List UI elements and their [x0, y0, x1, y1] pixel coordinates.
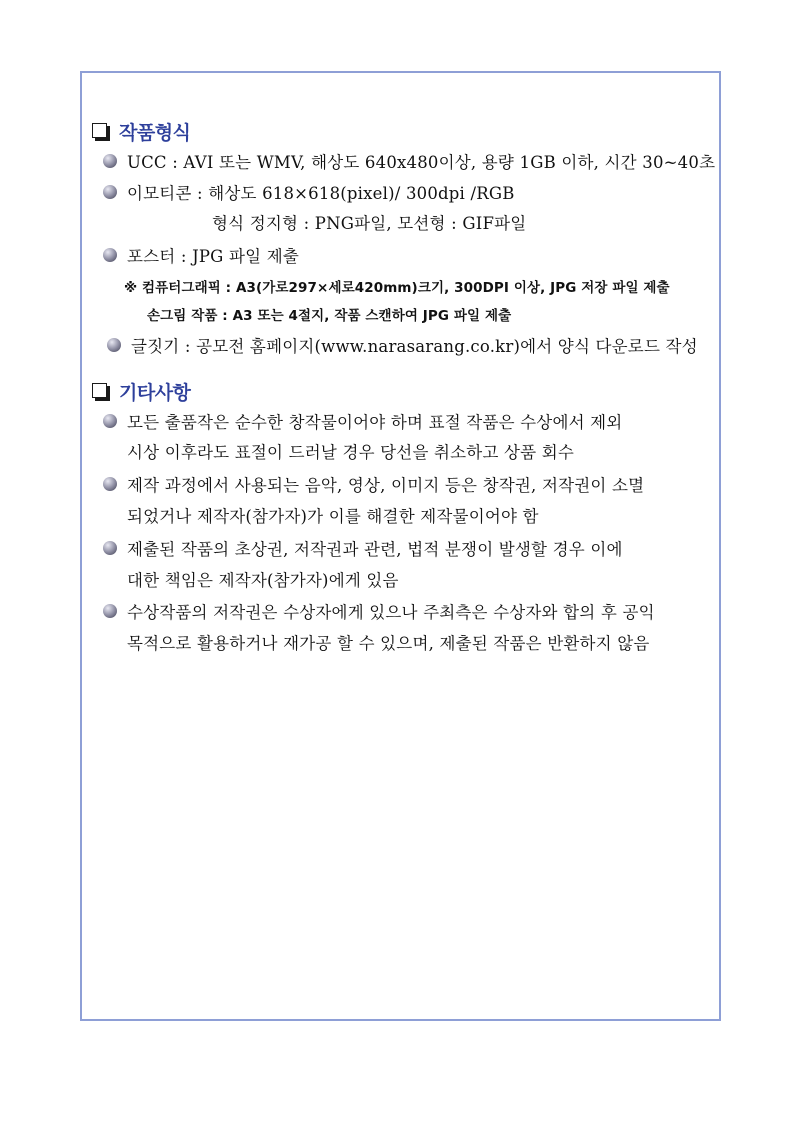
list-item-text: 포스터 : JPG 파일 제출: [127, 247, 300, 266]
list-item-award-copyright: [103, 599, 655, 623]
list-item-ucc: [103, 149, 715, 173]
checkbox-icon: [92, 383, 110, 401]
note-text: 손그림 작품 : A3 또는 4절지, 작품 스캔하여 JPG 파일 제출: [147, 308, 512, 324]
note-computer-graphic: [124, 276, 670, 296]
emoticon-format-line: 형식 정지형 : PNG파일, 모션형 : GIF파일: [212, 214, 527, 233]
section-title: 작품형식: [119, 122, 191, 144]
list-item-continuation: 대한 책임은 제작자(참가자)에게 있음: [127, 571, 399, 590]
bullet-icon: [103, 604, 117, 618]
list-item-continuation: 되었거나 제작자(참가자)가 이를 해결한 제작물이어야 함: [127, 507, 539, 526]
list-item-text: 모든 출품작은 순수한 창작물이어야 하며 표절 작품은 수상에서 제외: [127, 413, 623, 432]
list-item-emoticon: [103, 180, 515, 204]
section-heading-other: [92, 378, 190, 405]
list-item-continuation: 목적으로 활용하거나 재가공 할 수 있으며, 제출된 작품은 반환하지 않음: [127, 634, 650, 653]
list-item-originality: [103, 409, 622, 433]
note-text: ※ 컴퓨터그래픽 : A3(가로297×세로420mm)크기, 300DPI 이상, JPG 저장 파일 제출: [124, 280, 670, 296]
checkbox-icon: [92, 123, 110, 141]
list-item-text: 글짓기 : 공모전 홈페이지(www.narasarang.co.kr)에서 양식 다운로드 작성: [131, 337, 698, 356]
section-title: 기타사항: [119, 382, 191, 404]
section-heading-format: [92, 118, 190, 145]
list-item-text: 이모티콘 : 해상도 618×618(pixel)/ 300dpi /RGB: [127, 184, 515, 203]
bullet-icon: [103, 248, 117, 262]
list-item-essay: [107, 333, 698, 357]
list-item-copyright-materials: [103, 472, 644, 496]
bullet-icon: [107, 338, 121, 352]
list-item-poster: [103, 243, 299, 267]
bullet-icon: [103, 541, 117, 555]
list-item-text: 제작 과정에서 사용되는 음악, 영상, 이미지 등은 창작권, 저작권이 소멸: [127, 476, 645, 495]
list-item-text: UCC : AVI 또는 WMV, 해상도 640x480이상, 용량 1GB 이하, 시간 30~40초: [127, 153, 716, 172]
list-item-continuation: 시상 이후라도 표절이 드러날 경우 당선을 취소하고 상품 회수: [127, 443, 575, 462]
bullet-icon: [103, 185, 117, 199]
list-item-portrait-rights: [103, 536, 623, 560]
note-hand-drawing: [147, 304, 511, 324]
bullet-icon: [103, 414, 117, 428]
list-item-text: 제출된 작품의 초상권, 저작권과 관련, 법적 분쟁이 발생할 경우 이에: [127, 540, 623, 559]
bullet-icon: [103, 154, 117, 168]
bullet-icon: [103, 477, 117, 491]
list-item-text: 수상작품의 저작권은 수상자에게 있으나 주최측은 수상자와 합의 후 공익: [127, 603, 655, 622]
